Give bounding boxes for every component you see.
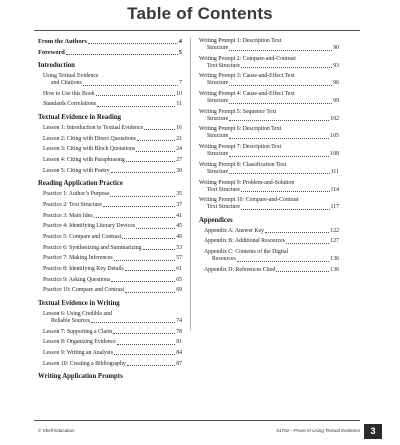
entry-title-line: Writing Prompt 9: Problem-and-Solution — [199, 179, 295, 186]
entry-page: 11 — [176, 101, 182, 108]
entry-page: 65 — [176, 276, 182, 283]
toc-entry[interactable] — [38, 329, 182, 337]
leader-dots — [91, 322, 175, 323]
entry-page: 108 — [330, 151, 339, 158]
section-heading: Textual Evidence in Writing — [38, 299, 120, 307]
leader-dots — [229, 138, 329, 139]
leader-dots — [286, 243, 329, 244]
leader-dots — [94, 217, 175, 218]
toc-entry[interactable] — [199, 73, 339, 88]
entry-page: 24 — [176, 146, 182, 153]
series-title: 51701—Prove It! Using Textual Evidence — [276, 428, 360, 433]
toc-entry[interactable] — [38, 245, 182, 253]
toc-entry[interactable] — [38, 339, 182, 347]
entry-title: Structure — [207, 133, 229, 140]
entry-title-line: Writing Prompt 3: Cause-and-Effect Text — [199, 73, 295, 80]
entry-page: 16 — [176, 124, 182, 131]
toc-entry[interactable] — [38, 266, 182, 274]
entry-title: Structure — [207, 80, 229, 87]
leader-dots — [96, 95, 176, 96]
toc-entry[interactable] — [38, 213, 182, 221]
toc-entry[interactable] — [199, 56, 339, 71]
toc-entry[interactable] — [38, 136, 182, 144]
entry-page: 99 — [333, 98, 339, 105]
entry-title: Text Structure — [207, 186, 240, 193]
entry-page: 7 — [179, 80, 182, 86]
entry-title: Lesson 8: Organizing Evidence — [43, 339, 116, 346]
entry-page: 37 — [176, 201, 182, 208]
leader-dots — [265, 232, 329, 233]
leader-dots — [229, 50, 332, 51]
entry-title: Practice 10: Compare and Contrast — [43, 287, 125, 294]
toc-entry[interactable] — [38, 168, 182, 176]
leader-dots — [229, 156, 329, 157]
toc-entry[interactable] — [38, 49, 182, 57]
leader-dots — [83, 85, 178, 86]
leader-dots — [103, 206, 175, 207]
entry-page: 27 — [176, 156, 182, 163]
leader-dots — [229, 173, 329, 174]
entry-title: Structure — [207, 115, 229, 122]
entry-page: 105 — [330, 133, 339, 140]
leader-dots — [88, 43, 178, 44]
entry-title-line: Writing Prompt 5: Sequence Text — [199, 108, 277, 115]
leader-dots — [113, 333, 175, 334]
entry-page: 69 — [176, 287, 182, 294]
toc-entry[interactable] — [38, 361, 182, 369]
entry-title: Structure — [207, 45, 229, 51]
entry-title-line: Writing Prompt 4: Cause-and-Effect Text — [199, 91, 295, 98]
entry-title: and Citations — [51, 80, 82, 86]
leader-dots — [241, 209, 330, 210]
entry-page: 102 — [330, 115, 339, 122]
section-heading: Textual Evidence in Reading — [38, 113, 122, 121]
bottom-rule — [34, 420, 360, 421]
entry-title: Lesson 7: Supporting a Claim — [43, 328, 113, 335]
toc-entry[interactable] — [199, 238, 339, 246]
entry-page: 57 — [176, 255, 182, 262]
toc-entry[interactable] — [199, 109, 339, 124]
section-heading: Appendices — [199, 216, 233, 224]
entry-page: 136 — [330, 256, 339, 263]
entry-title: Practice 2: Text Structure — [43, 201, 102, 208]
leader-dots — [122, 238, 175, 239]
toc-entry[interactable] — [38, 101, 182, 109]
toc-entry[interactable] — [38, 146, 182, 154]
entry-page: 4 — [178, 38, 182, 45]
entry-title-line: Writing Prompt 2: Compare-and-Contrast — [199, 55, 296, 62]
leader-dots — [114, 354, 175, 355]
toc-entry[interactable] — [199, 144, 339, 159]
leader-dots — [237, 261, 329, 262]
entry-title: Lesson 4: Citing with Paraphrasing — [43, 156, 125, 163]
leader-dots — [111, 172, 176, 173]
leader-dots — [241, 191, 330, 192]
leader-dots — [117, 344, 175, 345]
page-footer — [0, 424, 400, 442]
entry-title: Lesson 10: Creating a Bibliography — [43, 360, 126, 367]
leader-dots — [136, 151, 175, 152]
section-heading: Writing Application Prompts — [38, 373, 123, 381]
entry-page: 90 — [333, 45, 339, 51]
entry-title: Structure — [207, 168, 229, 175]
entry-title: Lesson 3: Citing with Block Quotations — [43, 146, 136, 153]
entry-title-line: Lesson 6: Using Credible and — [43, 310, 112, 317]
entry-page: 96 — [333, 80, 339, 87]
toc-entry[interactable] — [38, 255, 182, 263]
toc-entry[interactable] — [199, 228, 339, 236]
entry-title: Appendix B: Additional Resources — [204, 238, 285, 245]
toc-left-column — [38, 38, 182, 384]
entry-page: 45 — [176, 223, 182, 230]
entry-page: 74 — [176, 317, 182, 324]
toc-entry[interactable] — [199, 180, 339, 195]
entry-title-line: Writing Prompt 6: Description Text — [199, 126, 282, 133]
entry-title: Structure — [207, 98, 229, 105]
entry-title: How to Use this Book — [43, 90, 95, 97]
leader-dots — [137, 140, 175, 141]
leader-dots — [97, 106, 175, 107]
toc-entry[interactable] — [38, 223, 182, 231]
entry-title: Reliable Sources — [51, 317, 91, 324]
leader-dots — [110, 196, 175, 197]
entry-page: 114 — [330, 186, 339, 193]
entry-title-line: Using Textual Evidence — [43, 73, 99, 79]
entry-title: Practice 6: Synthesizing and Summarizing — [43, 244, 142, 251]
toc-entry[interactable] — [199, 267, 339, 275]
entry-title: Practice 4: Identifying Literary Devices — [43, 223, 136, 230]
toc-entry[interactable] — [38, 157, 182, 165]
page-title: Table of Contents — [127, 4, 273, 23]
entry-page: 35 — [176, 191, 182, 198]
entry-title: From the Authors — [38, 38, 87, 45]
copyright-notice — [38, 428, 75, 433]
toc-entry[interactable] — [38, 125, 182, 133]
entry-page: 49 — [176, 233, 182, 240]
toc-entry[interactable] — [199, 126, 339, 141]
toc-entry[interactable] — [38, 311, 182, 326]
section-heading: Reading Application Practice — [38, 180, 123, 188]
toc-entry[interactable] — [199, 91, 339, 106]
entry-page: 53 — [176, 244, 182, 251]
entry-page: 30 — [176, 167, 182, 174]
entry-title: Lesson 2: Citing with Direct Quotations — [43, 135, 136, 142]
entry-page: 111 — [330, 168, 339, 175]
entry-page: 127 — [330, 238, 339, 245]
entry-page: 10 — [176, 90, 182, 97]
entry-page: 93 — [333, 62, 339, 69]
toc-entry[interactable] — [38, 234, 182, 242]
entry-title-line: Writing Prompt 8: Classification Text — [199, 161, 287, 168]
leader-dots — [276, 271, 329, 272]
entry-page: 81 — [176, 339, 182, 346]
leader-dots — [66, 54, 178, 55]
toc-entry[interactable] — [38, 277, 182, 285]
toc-entry[interactable] — [38, 91, 182, 99]
entry-title-line: Writing Prompt 10: Compare-and-Contrast — [199, 197, 299, 204]
entry-title: Foreword — [38, 49, 65, 56]
toc-entry[interactable] — [38, 202, 182, 210]
entry-page: 5 — [178, 49, 182, 56]
leader-dots — [125, 270, 175, 271]
toc-entry[interactable] — [38, 287, 182, 295]
entry-title: Text Structure — [207, 62, 240, 69]
leader-dots — [126, 161, 175, 162]
toc-right-column — [199, 38, 339, 277]
entry-page: 136 — [330, 266, 339, 273]
entry-title: Practice 5: Compare and Contrast — [43, 233, 122, 240]
entry-title: Lesson 9: Writing an Analysis — [43, 349, 113, 356]
entry-page: 122 — [330, 227, 339, 234]
entry-title: Appendix D: References Cited — [204, 266, 276, 273]
leader-dots — [125, 292, 175, 293]
leader-dots — [229, 120, 329, 121]
top-rule — [34, 30, 360, 31]
entry-title: Structure — [207, 151, 229, 158]
entry-title-line: Appendix C: Contents of the Digital — [204, 249, 289, 256]
entry-title: Practice 8: Identifying Key Details — [43, 265, 124, 272]
entry-title: Practice 1: Author’s Purpose — [43, 191, 110, 198]
leader-dots — [241, 67, 332, 68]
toc-entry[interactable] — [199, 38, 339, 53]
toc-entry[interactable] — [199, 249, 339, 264]
leader-dots — [229, 103, 332, 104]
leader-dots — [143, 249, 176, 250]
toc-entry[interactable] — [199, 197, 339, 212]
leader-dots — [127, 365, 175, 366]
entry-title: Practice 9: Asking Questions — [43, 276, 111, 283]
entry-page: 87 — [176, 360, 182, 367]
entry-page: 117 — [330, 204, 339, 211]
toc-entry[interactable] — [38, 350, 182, 358]
entry-page: 61 — [176, 265, 182, 272]
leader-dots — [229, 85, 332, 86]
section-heading: Introduction — [38, 62, 75, 69]
entry-title: Resources — [212, 256, 236, 263]
page-number: 3 — [364, 424, 382, 439]
entry-page: 78 — [176, 328, 182, 335]
toc-entry[interactable] — [38, 191, 182, 199]
toc-entry[interactable] — [38, 73, 182, 88]
entry-title: Standards Correlations — [43, 101, 96, 108]
footer-copyright: © Shell Education — [38, 428, 75, 433]
entry-title: Practice 3: Main Idea — [43, 212, 93, 219]
entry-title: Text Structure — [207, 204, 240, 211]
entry-page: 21 — [176, 135, 182, 142]
leader-dots — [136, 228, 175, 229]
entry-title: Practice 7: Making Inferences — [43, 255, 113, 262]
entry-title: Lesson 5: Citing with Poetry — [43, 167, 110, 174]
leader-dots — [144, 129, 175, 130]
column-divider — [190, 38, 191, 330]
entry-page: 41 — [176, 212, 182, 219]
entry-title-line: Writing Prompt 1: Description Text — [199, 38, 282, 44]
entry-title: Lesson 1: Introduction to Textual Evidence — [43, 124, 144, 131]
leader-dots — [114, 260, 176, 261]
toc-entry[interactable] — [38, 38, 182, 46]
entry-page: 84 — [176, 349, 182, 356]
entry-title-line: Writing Prompt 7: Description Text — [199, 144, 282, 151]
leader-dots — [111, 281, 175, 282]
toc-entry[interactable] — [199, 162, 339, 177]
entry-title: Appendix A: Answer Key — [204, 227, 265, 234]
